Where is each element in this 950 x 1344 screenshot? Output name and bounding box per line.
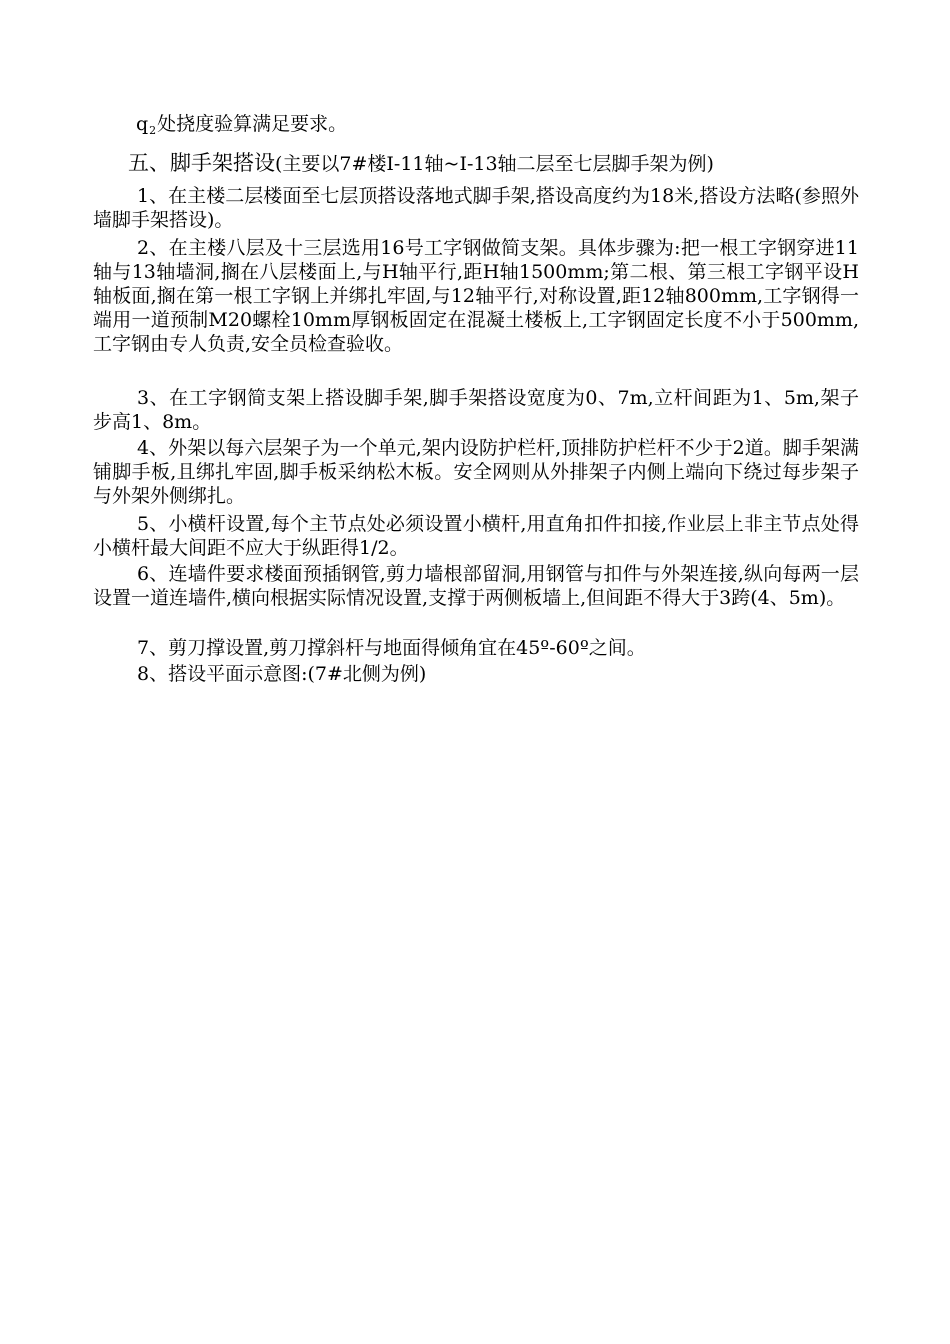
paragraph-6: 6、连墙件要求楼面预插钢管,剪力墙根部留洞,用钢管与扣件与外架连接,纵向每两一层设置一道连墙件,横向根据实际情况设置,支撑于两侧板墙上,但间距不得大于3跨(4、5m)。	[93, 563, 859, 609]
section-heading	[128, 150, 714, 177]
section-title: 五、脚手架搭设	[128, 151, 275, 175]
paragraph-2: 2、在主楼八层及十三层选用16号工字钢做简支架。具体步骤为:把一根工字钢穿进11轴与13轴墙洞,搁在八层楼面上,与H轴平行,距H轴1500mm;第二根、第三根工字钢平设H轴板面,搁在第一根工字钢上并绑扎牢固,与12轴平行,对称设置,距12轴800mm,工字钢得一端用一道预制M20螺栓10mm厚钢板固定在混凝土楼板上,工字钢固定长度不小于500mm,工字钢由专人负责,安全员检查验收。	[93, 237, 859, 355]
paragraph-8: 8、搭设平面示意图:(7#北侧为例)	[137, 663, 427, 685]
paragraph-7: 7、剪刀撑设置,剪刀撑斜杆与地面得倾角宜在45º-60º之间。	[137, 637, 646, 659]
paragraph-5: 5、小横杆设置,每个主节点处必须设置小横杆,用直角扣件扣接,作业层上非主节点处得小横杆最大间距不应大于纵距得1/2。	[93, 513, 859, 559]
intro-line	[136, 112, 347, 139]
paragraph-4: 4、外架以每六层架子为一个单元,架内设防护栏杆,顶排防护栏杆不少于2道。脚手架满铺脚手板,且绑扎牢固,脚手板采纳松木板。安全网则从外排架子内侧上端向下绕过每步架子与外架外侧绑扎。	[93, 437, 859, 507]
intro-symbol: q	[136, 113, 149, 135]
intro-text: 处挠度验算满足要求。	[157, 113, 348, 135]
paragraph-3: 3、在工字钢简支架上搭设脚手架,脚手架搭设宽度为0、7m,立杆间距为1、5m,架子步高1、8m。	[93, 387, 859, 433]
intro-subscript: 2	[149, 124, 157, 137]
paragraph-1: 1、在主楼二层楼面至七层顶搭设落地式脚手架,搭设高度约为18米,搭设方法略(参照外墙脚手架搭设)。	[93, 185, 859, 231]
section-note: (主要以7#楼I-11轴~I-13轴二层至七层脚手架为例)	[275, 153, 714, 175]
